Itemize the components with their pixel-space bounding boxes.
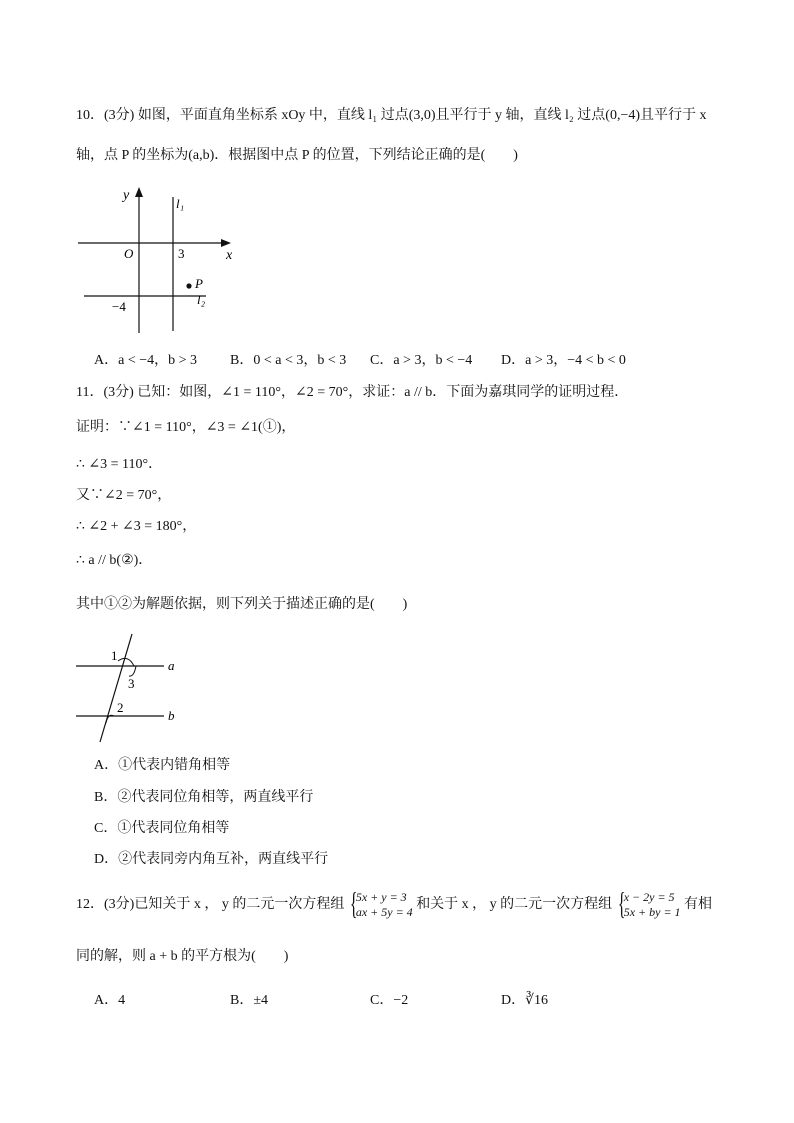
q12-stem-part1: 12．(3分)已知关于 x ， y 的二元一次方程组 (76, 897, 345, 912)
q10-option-a: A．a < −4，b > 3 (94, 353, 198, 368)
x-axis-label: x (226, 248, 233, 263)
q11-option-c: C．①代表同位角相等 (94, 821, 230, 836)
q11-proof-line2: ∴ ∠3 = 110°． (76, 457, 163, 472)
q11-proof-line4: ∴ ∠2 + ∠3 = 180°， (76, 519, 197, 534)
p-label: P (195, 276, 203, 291)
q10-option-c: C．a > 3，b < −4 (370, 353, 473, 368)
angle-1-label: 1 (111, 648, 118, 663)
q12-stem-line2: 同的解，则 a + b 的平方根为( ) (76, 949, 289, 964)
system-1-eq1: 5x + y = 3 (355, 889, 407, 904)
line-a-label: a (168, 658, 175, 673)
q12-option-a: A．4 (94, 993, 126, 1008)
angle-2-label: 2 (117, 700, 124, 715)
tick-label-minus4: −4 (112, 299, 126, 314)
q11-option-a: A．①代表内错角相等 (94, 758, 231, 773)
tick-label-3: 3 (178, 246, 185, 261)
q11-parallel-lines-figure (74, 630, 184, 744)
system-2-brace: { (617, 884, 626, 921)
q10-coordinate-figure (74, 183, 244, 335)
system-1-brace: { (349, 884, 358, 921)
q11-option-b: B．②代表同位角相等，两直线平行 (94, 790, 314, 805)
origin-label: O (124, 246, 134, 261)
q12-stem-part2: 和关于 x ， y 的二元一次方程组 (416, 897, 613, 912)
angle-3-label: 3 (128, 676, 135, 691)
q11-proof-line3: 又∵∠2 = 70°， (76, 488, 172, 503)
q11-stem: 11．(3分) 已知：如图，∠1 = 110°，∠2 = 70°，求证：a // b．下面为嘉琪同学的证明过程． (76, 385, 629, 400)
q12-equation-system-1 (348, 884, 413, 921)
line-b-label: b (168, 708, 175, 723)
l2-label: l₂ (197, 292, 206, 307)
q11-proof-line1: 证明：∵∠1 = 110°，∠3 = ∠1(①)， (76, 420, 296, 435)
q11-option-d: D．②代表同旁内角互补，两直线平行 (94, 852, 329, 867)
point-p (186, 283, 191, 288)
q11-proof-line5: ∴ a // b(②)． (76, 553, 153, 568)
angle-1-arc (118, 658, 134, 666)
system-2-eq2: 5x + by = 1 (623, 904, 681, 919)
q10-option-d: D．a > 3，−4 < b < 0 (501, 353, 626, 368)
q12-option-c: C．−2 (370, 993, 409, 1008)
angle-3-arc (129, 666, 136, 676)
q12-equation-system-2 (616, 884, 681, 921)
q12-option-d: D．∛16 (501, 993, 549, 1008)
q11-question: 其中①②为解题依据，则下列关于描述正确的是( ) (76, 597, 408, 612)
q10-option-b: B．0 < a < 3，b < 3 (230, 353, 347, 368)
system-1-eq2: ax + 5y = 4 (355, 904, 413, 919)
y-axis-label: y (123, 188, 130, 203)
q12-stem-line1 (76, 884, 713, 923)
q10-stem-line1: 10．(3分) 如图，平面直角坐标系 xOy 中，直线 l₁ 过点(3,0)且平行于 y 轴，直线 l₂ 过点(0,−4)且平行于 x (76, 108, 707, 123)
q12-stem-part3: 有相 (684, 897, 713, 912)
q12-option-b: B．±4 (230, 993, 269, 1008)
q10-stem-line2: 轴，点 P 的坐标为(a,b)．根据图中点 P 的位置，下列结论正确的是( ) (76, 148, 518, 163)
system-2-eq1: x − 2y = 5 (623, 889, 675, 904)
l1-label: l₁ (176, 196, 185, 211)
